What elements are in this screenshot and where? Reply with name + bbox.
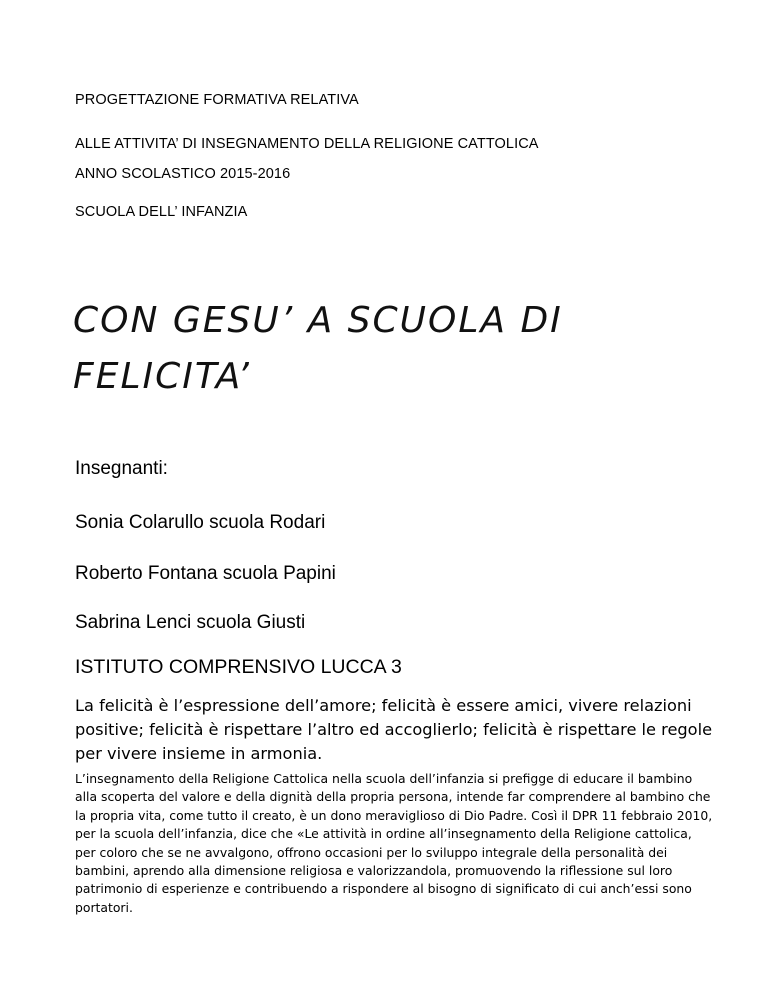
- teacher-item: Sonia Colarullo scuola Rodari: [75, 512, 326, 533]
- header-line-2: ALLE ATTIVITA’ DI INSEGNAMENTO DELLA RELIGIONE CATTOLICA: [75, 136, 539, 152]
- title-line-2: FELICITA’: [73, 356, 251, 397]
- institute-name: ISTITUTO COMPRENSIVO LUCCA 3: [75, 656, 402, 678]
- body-paragraph: L’insegnamento della Religione Cattolica nella scuola dell’infanzia si prefigge di educare il bambino alla scoperta del valore e della dignità della propria persona, intende far comprendere al bambino che la propria vita, come tutto il creato, è un dono meraviglioso di Dio Padre. Così il DPR 11 febbraio 2010, per la scuola dell’infanzia, dice che «Le attività in ordine all’insegnamento della Religione cattolica, per coloro che se ne avvalgono, offrono occasioni per lo sviluppo integrale della personalità dei bambini, aprendo alla dimensione religiosa e valorizzandola, promuovendo la riflessione sul loro patrimonio di esperienze e contribuendo a rispondere al bisogno di significato di cui anch’essi sono portatori.: [75, 771, 713, 915]
- header-line-1: PROGETTAZIONE FORMATIVA RELATIVA: [75, 92, 359, 108]
- teacher-item: Roberto Fontana scuola Papini: [75, 563, 336, 584]
- header-line-4: SCUOLA DELL’ INFANZIA: [75, 204, 248, 220]
- teacher-item: Sabrina Lenci scuola Giusti: [75, 612, 306, 633]
- teachers-label: Insegnanti:: [75, 458, 168, 479]
- header-line-3: ANNO SCOLASTICO 2015-2016: [75, 166, 291, 182]
- title-line-1: CON GESU’ A SCUOLA DI: [73, 300, 563, 341]
- intro-paragraph: La felicità è l’espressione dell’amore; felicità è essere amici, vivere relazioni positive; felicità è rispettare l’altro ed accoglierlo; felicità è rispettare le regole per vivere insieme in armonia.: [75, 696, 713, 763]
